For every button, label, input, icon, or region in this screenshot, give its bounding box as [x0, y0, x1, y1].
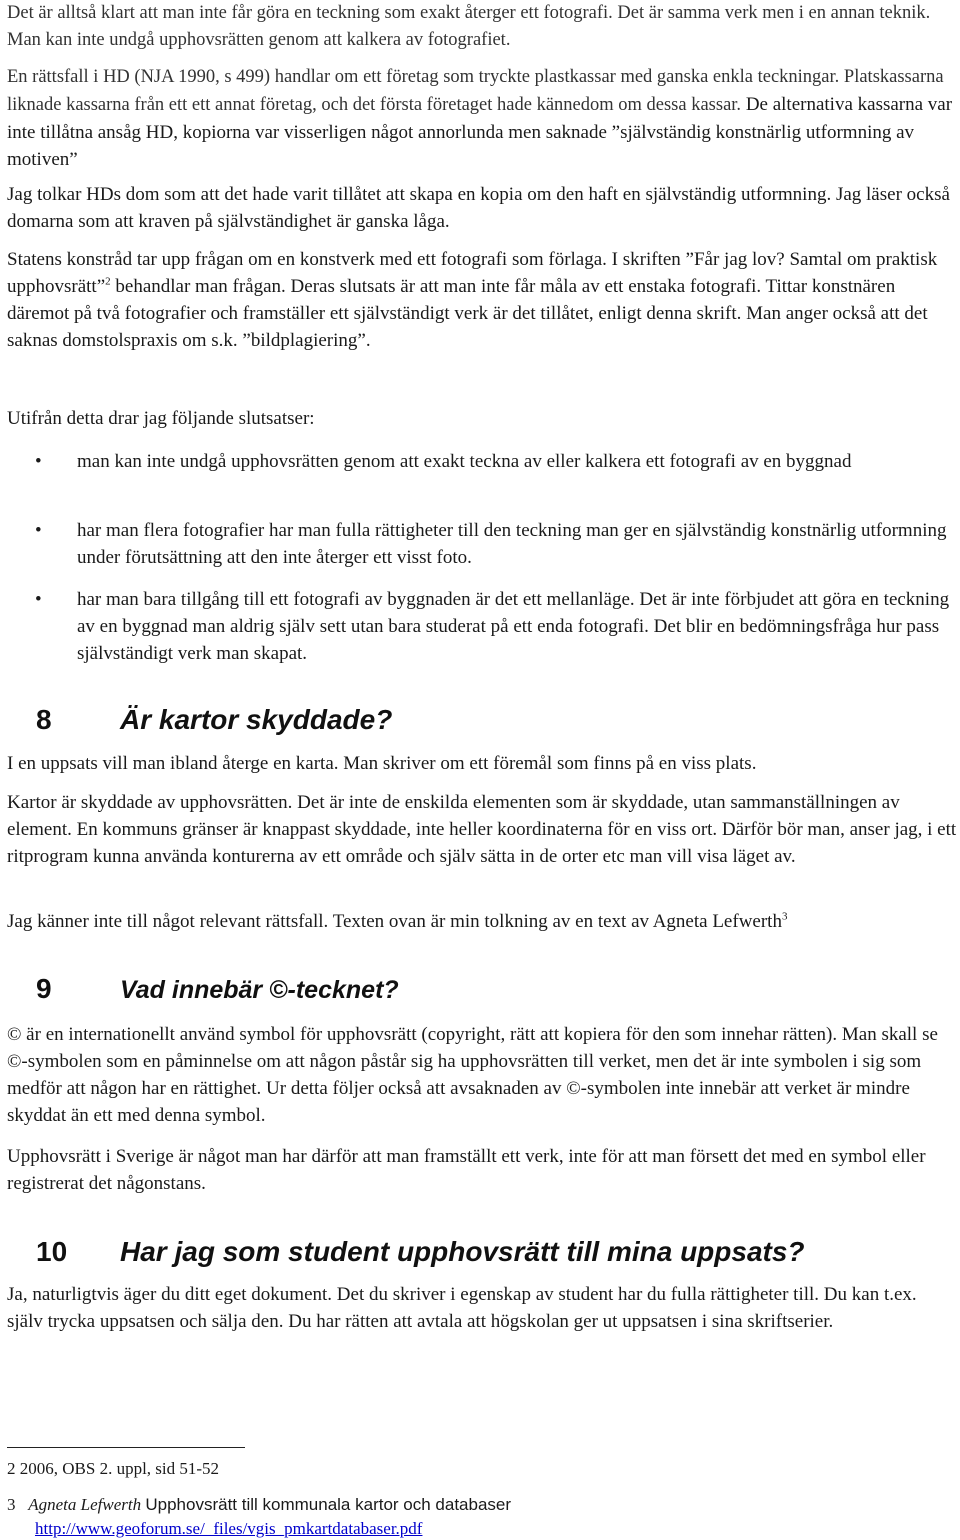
section-heading-9	[36, 973, 399, 1005]
section-number: 10	[36, 1236, 68, 1267]
paragraph-intro-4a: Statens konstråd tar upp frågan om en konstverk med ett fotografi som förlaga. I skriften ”Får jag lov? Samtal om praktisk upphovsrätt”	[7, 249, 938, 297]
paragraph-intro-2a: En rättsfall i HD (NJA 1990, s 499) handlar om ett företag som tryckte plastkassar med ganska enkla teckningar. Platskassarna liknade kassarna från ett ett annat företag, och det första företaget hade kännedom om dessa kassar.	[7, 67, 944, 115]
footnote-3	[7, 1494, 511, 1516]
bullet-glyph: •	[35, 589, 42, 610]
footnote-2: 2 2006, OBS 2. uppl, sid 51-52	[7, 1459, 220, 1478]
footnote-title: Upphovsrätt till kommunala kartor och databaser	[145, 1495, 512, 1514]
section8-paragraph-3	[7, 908, 957, 935]
footnote-number: 3	[7, 1495, 16, 1514]
section-heading-8	[36, 704, 392, 736]
section-heading-10	[36, 1236, 805, 1268]
section-number: 8	[36, 704, 52, 735]
section-title: Har jag som student upphovsrätt till mina uppsats?	[120, 1236, 805, 1267]
section-number: 9	[36, 973, 52, 1004]
section9-paragraph-2: Upphovsrätt i Sverige är något man har därför att man framställt ett verk, inte för att man försett det med en symbol eller registrerat det någonstans.	[7, 1146, 926, 1194]
footnote-ref-2[interactable]: 2	[105, 275, 111, 288]
paragraph-intro-2b: De alternativa kassarna var inte tillåtna ansåg HD, kopiorna var visserligen något annorlunda men saknade ”självständig konstnärlig utformning av motiven”	[7, 94, 953, 170]
bullet-glyph: •	[35, 451, 42, 472]
paragraph-conclusions-lead: Utifrån detta drar jag följande slutsatser:	[7, 408, 315, 429]
section-title: Vad innebär ©-tecknet?	[120, 976, 399, 1004]
section8-paragraph-2: Kartor är skyddade av upphovsrätten. Det är inte de enskilda elementen som är skyddade, utan sammanställningen av element. En kommuns gränser är knappast skyddade, inte heller koordinaterna för en viss ort. Därför bör man, anser jag, i ett ritprogram kunna använda konturerna av ett område och själv sätta in de orter etc man vill visa läget av.	[7, 792, 957, 867]
footnote-3-link-line	[35, 1518, 422, 1540]
footnote-link[interactable]: http://www.geoforum.se/_files/vgis_pmkartdatabaser.pdf	[35, 1519, 423, 1538]
footnote-ref-3[interactable]: 3	[781, 910, 788, 923]
bullet-text: har man bara tillgång till ett fotografi av byggnaden är det ett mellanläge. Det är inte förbjudet att göra en teckning av en byggnad man aldrig själv sett utan bara studerat på ett enda fotografi. Det blir en bedömningsfråga hur pass självständigt verk man skapat.	[77, 589, 950, 664]
paragraph-intro-1: Det är alltså klart att man inte får göra en teckning som exakt återger ett fotografi. Det är samma verk men i en annan teknik. Man kan inte undgå upphovsrätten genom att kalkera av fotografiet.	[7, 3, 931, 50]
section10-paragraph-1: Ja, naturligtvis äger du ditt eget dokument. Det du skriver i egenskap av student har du fulla rättigheter till. Du kan t.ex. själv trycka uppsatsen och sälja den. Du har rätten att avtala att högskolan ger ut uppsatsen i sina skriftserier.	[7, 1284, 917, 1332]
section-title: Är kartor skyddade?	[120, 704, 393, 735]
paragraph-intro-3: Jag tolkar HDs dom som att det hade varit tillåtet att skapa en kopia om den haft en självständig utformning. Jag läser också domarna som att kraven på självständighet är ganska låga.	[7, 184, 950, 232]
footnote-separator	[7, 1447, 245, 1448]
section8-paragraph-1: I en uppsats vill man ibland återge en karta. Man skriver om ett föremål som finns på en viss plats.	[7, 753, 757, 774]
paragraph-intro-4	[7, 246, 957, 354]
paragraph-intro-2	[7, 63, 957, 173]
section9-paragraph-1: © är en internationellt använd symbol för upphovsrätt (copyright, rätt att kopiera för den som innehar rätten). Man skall se ©-symbolen som en påminnelse om att någon påstår sig ha upphovsrätten till verket, men det är inte symbolen i sig som medför att någon har en rättighet. Ur detta följer också att avsaknaden av ©-symbolen inte innebär att verket är mindre skyddat än ett med denna symbol.	[7, 1024, 938, 1126]
bullet-glyph: •	[35, 520, 42, 541]
section8-paragraph-3-text: Jag känner inte till något relevant rättsfall. Texten ovan är min tolkning av en text av Agneta Lefwerth	[7, 911, 782, 932]
paragraph-intro-4b: behandlar man frågan. Deras slutsats är att man inte får måla av ett enstaka fotografi. Tittar konstnären däremot på två fotografier och framställer ett självständigt verk är det tillåtet, enligt denna skrift. Man anger också att det saknas domstolspraxis om s.k. ”bildplagiering”.	[7, 276, 928, 351]
footnote-author: Agneta Lefwerth	[28, 1495, 142, 1514]
bullet-text: har man flera fotografier har man fulla rättigheter till den teckning man ger en självständig konstnärlig utformning under förutsättning att den inte återger ett visst foto.	[77, 520, 947, 568]
bullet-text: man kan inte undgå upphovsrätten genom att exakt teckna av eller kalkera ett fotografi av en byggnad	[77, 451, 852, 472]
